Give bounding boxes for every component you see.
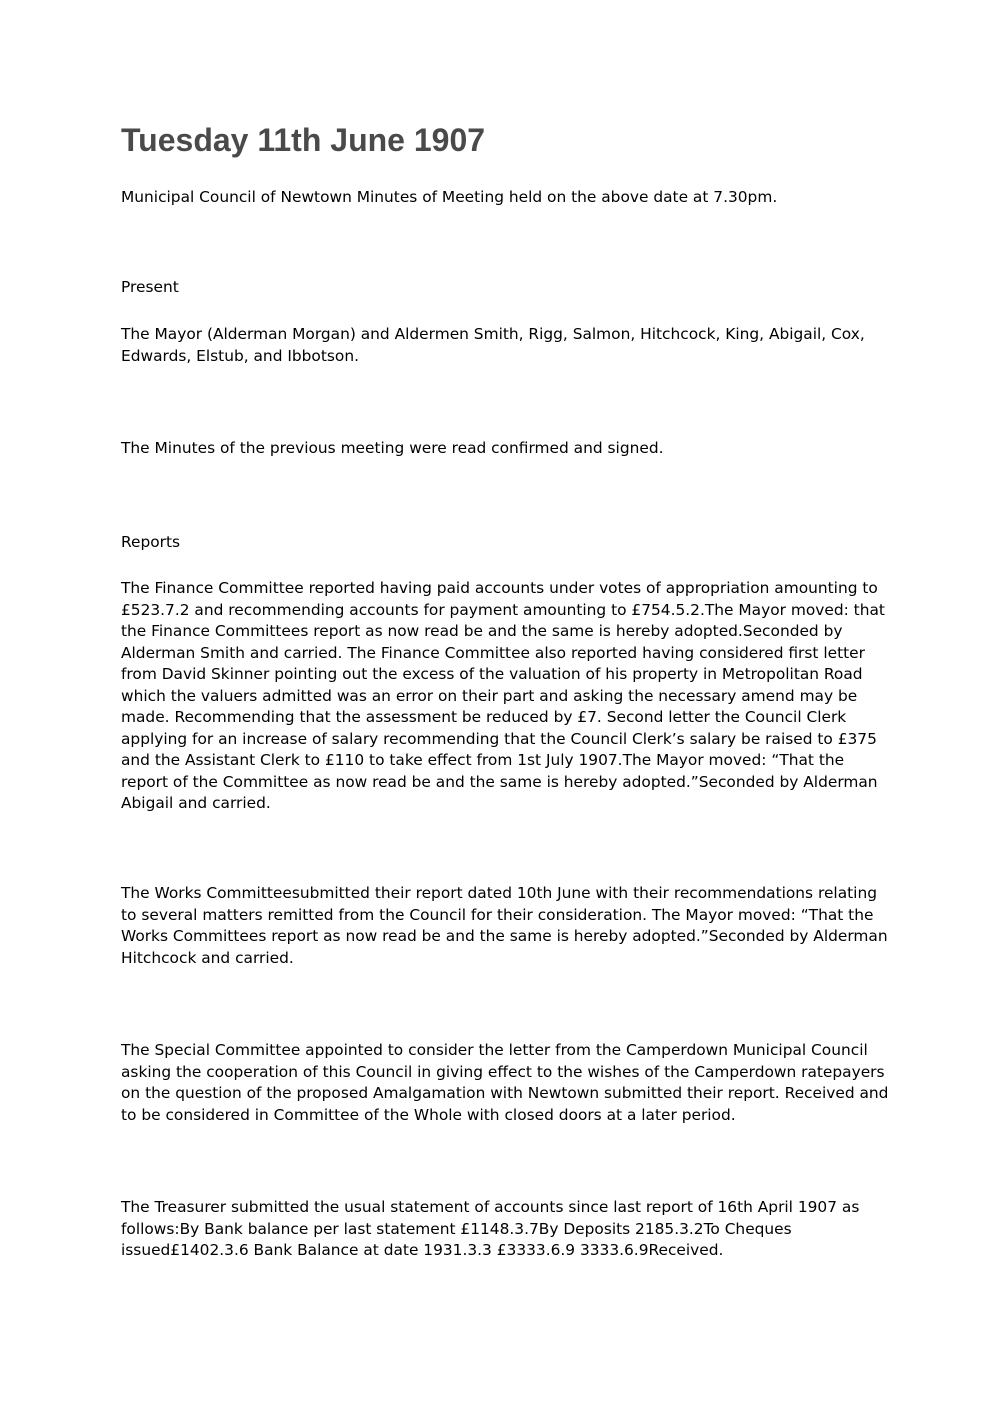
present-paragraph: The Mayor (Alderman Morgan) and Aldermen Smith, Rigg, Salmon, Hitchcock, King, Abigail, Cox, Edwards, Elstub, and Ibbotson. (121, 325, 865, 365)
special-committee-paragraph: The Special Committee appointed to consider the letter from the Camperdown Municipal Council asking the cooperation of this Council in giving effect to the wishes of the Camperdown ratepayers on the question of the proposed Amalgamation with Newtown submitted their report. Received and to be considered in Committee of the Whole with closed doors at a later period. (121, 1041, 889, 1124)
treasurer-report-paragraph: The Treasurer submitted the usual statement of accounts since last report of 16th April 1907 as follows:By Bank balance per last statement £1148.3.7By Deposits 2185.3.2To Cheques issued£1402.3.6 Bank Balance at date 1931.3.3 £3333.6.9 3333.6.9Received. (121, 1198, 860, 1259)
works-report-paragraph: The Works Committeesubmitted their report dated 10th June with their recommendations relating to several matters remitted from the Council for their consideration. The Mayor moved: “That the Works Committees report as now read be and the same is hereby adopted.”Seconded by Alderman Hitchcock and carried. (121, 884, 888, 967)
intro-paragraph: Municipal Council of Newtown Minutes of Meeting held on the above date at 7.30pm. (121, 188, 778, 206)
minutes-paragraph: The Minutes of the previous meeting were read confirmed and signed. (121, 439, 664, 457)
present-heading: Present (121, 278, 179, 296)
finance-report-paragraph: The Finance Committee reported having paid accounts under votes of appropriation amounting to £523.7.2 and recommending accounts for payment amounting to £754.5.2.The Mayor moved: that the Finance Committees report as now read be and the same is hereby adopted.Seconded by Alderman Smith and carried. The Finance Committee also reported having considered first letter from David Skinner pointing out the excess of the valuation of his property in Metropolitan Road which the valuers admitted was an error on their part and asking the necessary amend may be made. Recommending that the assessment be reduced by £7. Second letter the Council Clerk applying for an increase of salary recommending that the Council Clerk’s salary be raised to £375 and the Assistant Clerk to £110 to take effect from 1st July 1907.The Mayor moved: “That the report of the Committee as now read be and the same is hereby adopted.”Seconded by Alderman Abigail and carried. (121, 579, 885, 812)
page-title: Tuesday 11th June 1907 (121, 122, 486, 158)
reports-heading: Reports (121, 533, 181, 551)
